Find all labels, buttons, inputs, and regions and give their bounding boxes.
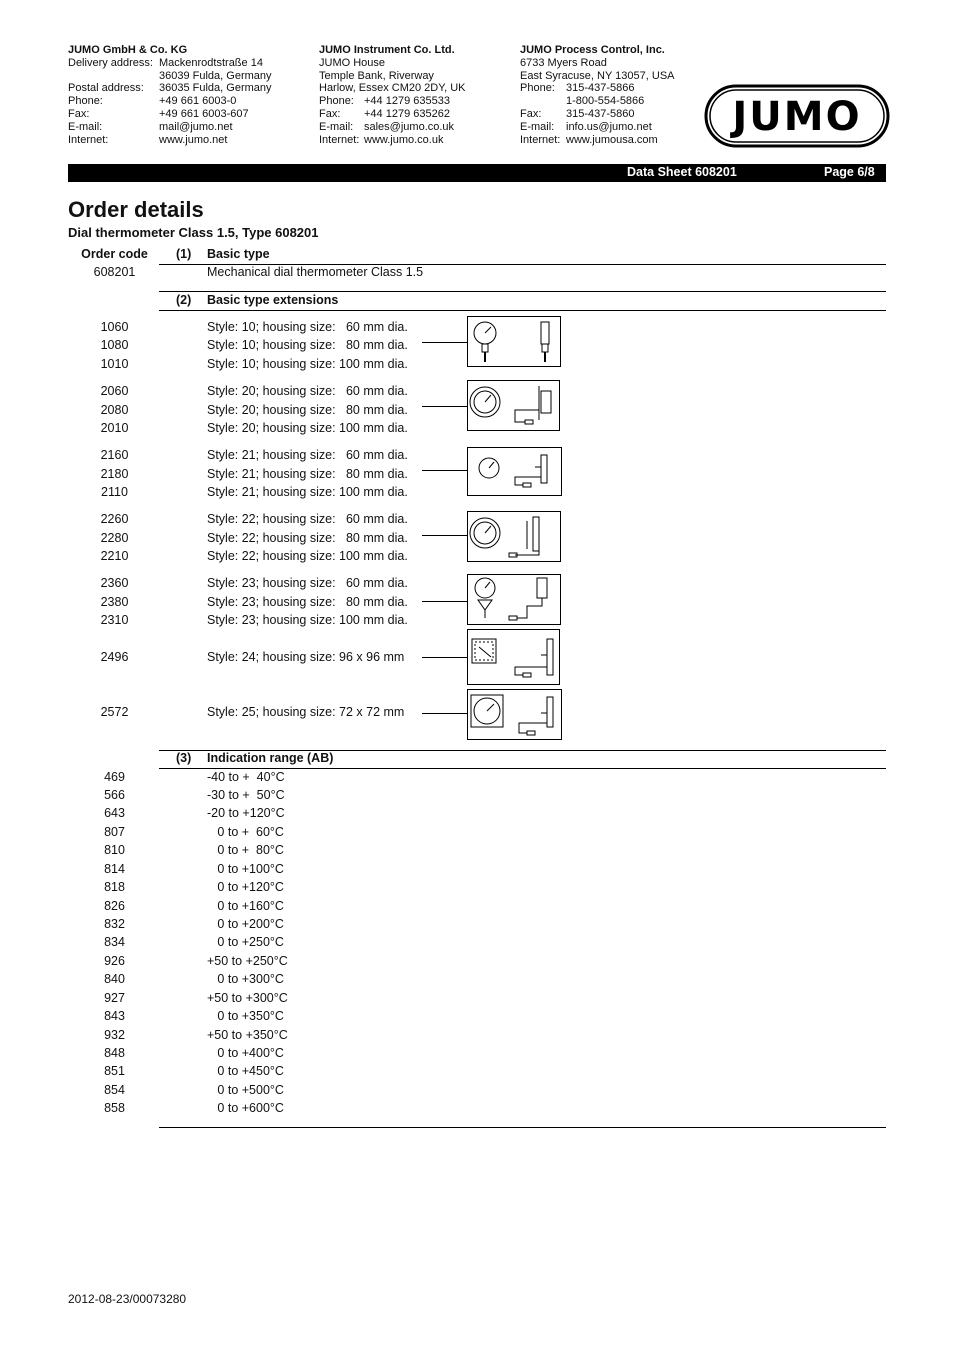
address-label: Phone: [520, 82, 555, 95]
address-value: Mackenrodtstraße 14 [159, 56, 263, 69]
style-24-diagram [467, 629, 560, 685]
address-label: E-mail: [319, 120, 354, 133]
order-code: 566 [104, 788, 125, 802]
range-text: 0 to + 60°C [207, 825, 284, 839]
address-value: 36039 Fulda, Germany [159, 69, 272, 82]
section-heading: Indication range (AB) [207, 751, 334, 765]
option-text: Style: 22; housing size: 100 mm dia. [207, 549, 408, 563]
range-text: 0 to +200°C [207, 917, 284, 931]
option-text: Style: 10; housing size: 60 mm dia. [207, 320, 408, 334]
order-code: 826 [104, 899, 125, 913]
address-line: 6733 Myers Road [520, 56, 607, 69]
order-code: 818 [104, 880, 125, 894]
divider [159, 310, 886, 311]
leader-line [422, 601, 467, 602]
option-text: Style: 21; housing size: 60 mm dia. [207, 448, 408, 462]
option-text: Style: 10; housing size: 80 mm dia. [207, 338, 408, 352]
order-code: 2260 [100, 512, 129, 526]
order-code: 469 [104, 770, 125, 784]
footer-doc-id: 2012-08-23/00073280 [68, 1292, 187, 1306]
address-block-uk [319, 44, 509, 146]
address-label: Delivery address: [68, 56, 153, 69]
option-text: Style: 21; housing size: 100 mm dia. [207, 485, 408, 499]
address-value: +44 1279 635533 [364, 95, 450, 108]
range-text: 0 to +160°C [207, 899, 284, 913]
option-text: Style: 23; housing size: 60 mm dia. [207, 576, 408, 590]
address-value: 36035 Fulda, Germany [159, 82, 272, 95]
option-text: Style: 22; housing size: 60 mm dia. [207, 512, 408, 526]
order-code: 854 [104, 1083, 125, 1097]
company-name: JUMO Process Control, Inc. [520, 44, 665, 56]
section-number: (3) [176, 751, 192, 765]
address-label: Internet: [319, 133, 360, 146]
option-text: Style: 24; housing size: 96 x 96 mm [207, 650, 405, 664]
order-code: 2010 [100, 421, 129, 435]
address-value: sales@jumo.co.uk [364, 120, 455, 133]
order-code: 2060 [100, 384, 129, 398]
option-text: Style: 20; housing size: 80 mm dia. [207, 403, 408, 417]
order-code: 834 [104, 935, 125, 949]
section-heading: Basic type [207, 247, 270, 261]
order-code: 927 [104, 991, 125, 1005]
order-code: 2310 [100, 613, 129, 627]
style-22-diagram [467, 511, 561, 562]
option-text: Style: 10; housing size: 100 mm dia. [207, 357, 408, 371]
option-text: Style: 22; housing size: 80 mm dia. [207, 531, 408, 545]
address-value: www.jumousa.com [566, 133, 658, 146]
range-text: 0 to +100°C [207, 862, 284, 876]
option-text: Style: 20; housing size: 100 mm dia. [207, 421, 408, 435]
order-code: 2080 [100, 403, 129, 417]
option-text: Style: 23; housing size: 100 mm dia. [207, 613, 408, 627]
section-number: (1) [176, 247, 192, 261]
address-label: Internet: [68, 133, 109, 146]
jumo-logo [704, 84, 890, 148]
order-code: 2496 [100, 650, 129, 664]
leader-line [422, 713, 467, 714]
address-label: E-mail: [68, 120, 103, 133]
style-23-diagram [467, 574, 561, 625]
address-label: Fax: [520, 107, 542, 120]
section-heading: Basic type extensions [207, 293, 339, 307]
order-code: 932 [104, 1028, 125, 1042]
style-25-diagram [467, 689, 562, 740]
range-text: -20 to +120°C [207, 806, 285, 820]
option-text: Style: 25; housing size: 72 x 72 mm [207, 705, 405, 719]
address-label: E-mail: [520, 120, 555, 133]
page-subtitle: Dial thermometer Class 1.5, Type 608201 [68, 225, 319, 240]
address-value: info.us@jumo.net [566, 120, 652, 133]
divider [159, 768, 886, 769]
order-code: 2160 [100, 448, 129, 462]
address-value: www.jumo.co.uk [364, 133, 444, 146]
address-line: East Syracuse, NY 13057, USA [520, 69, 675, 82]
order-code: 2360 [100, 576, 129, 590]
section-number: (2) [176, 293, 192, 307]
address-label: Phone: [319, 95, 354, 108]
range-text: -30 to + 50°C [207, 788, 285, 802]
header-bar [68, 164, 886, 182]
range-text: 0 to +250°C [207, 935, 284, 949]
order-code: 2180 [100, 467, 129, 481]
order-code: 832 [104, 917, 125, 931]
address-label: Fax: [68, 107, 90, 120]
range-text: 0 to +350°C [207, 1009, 284, 1023]
leader-line [422, 535, 467, 536]
style-10-diagram [467, 316, 561, 367]
address-label: Phone: [68, 95, 103, 108]
range-text: +50 to +250°C [207, 954, 288, 968]
order-code: 643 [104, 806, 125, 820]
address-value: +44 1279 635262 [364, 107, 450, 120]
page-number: Page 6/8 [824, 165, 875, 179]
order-code: 1080 [100, 338, 129, 352]
order-code: 858 [104, 1101, 125, 1115]
range-text: 0 to +600°C [207, 1101, 284, 1115]
order-code: 843 [104, 1009, 125, 1023]
range-text: 0 to + 80°C [207, 843, 284, 857]
order-code: 810 [104, 843, 125, 857]
address-value: www.jumo.net [159, 133, 228, 146]
order-code: 2210 [100, 549, 129, 563]
address-value: +49 661 6003-0 [159, 95, 237, 108]
leader-line [422, 657, 467, 658]
address-line: Harlow, Essex CM20 2DY, UK [319, 82, 466, 95]
divider [159, 291, 886, 292]
range-text: 0 to +400°C [207, 1046, 284, 1060]
range-text: 0 to +450°C [207, 1064, 284, 1078]
style-21-diagram [467, 447, 562, 496]
address-value: 315-437-5866 [566, 82, 635, 95]
address-block-usa [520, 44, 700, 146]
address-value: 315-437-5860 [566, 107, 635, 120]
range-text: +50 to +350°C [207, 1028, 288, 1042]
order-code: 926 [104, 954, 125, 968]
order-code: 2572 [100, 705, 129, 719]
order-code: 608201 [93, 265, 136, 279]
page-title: Order details [68, 197, 204, 222]
range-text: 0 to +300°C [207, 972, 284, 986]
order-code: 1010 [100, 357, 129, 371]
range-text: 0 to +120°C [207, 880, 284, 894]
address-label: Fax: [319, 107, 341, 120]
range-text: +50 to +300°C [207, 991, 288, 1005]
order-code: 840 [104, 972, 125, 986]
order-code-header: Order code [81, 247, 148, 261]
order-code: 1060 [100, 320, 129, 334]
company-name: JUMO GmbH & Co. KG [68, 44, 188, 56]
order-code: 807 [104, 825, 125, 839]
option-text: Style: 23; housing size: 80 mm dia. [207, 595, 408, 609]
address-block-germany [68, 44, 308, 146]
style-20-diagram [467, 380, 560, 431]
address-value: 1-800-554-5866 [566, 95, 645, 108]
order-code: 2280 [100, 531, 129, 545]
order-code: 814 [104, 862, 125, 876]
address-label: Postal address: [68, 82, 144, 95]
leader-line [422, 406, 467, 407]
address-line: Temple Bank, Riverway [319, 69, 434, 82]
option-text: Style: 20; housing size: 60 mm dia. [207, 384, 408, 398]
range-text: 0 to +500°C [207, 1083, 284, 1097]
datasheet-label: Data Sheet 608201 [627, 165, 737, 179]
address-value: +49 661 6003-607 [159, 107, 249, 120]
order-code: 2110 [101, 485, 128, 499]
order-code: 851 [104, 1064, 125, 1078]
address-line: JUMO House [319, 56, 386, 69]
company-name: JUMO Instrument Co. Ltd. [319, 44, 455, 56]
order-code: 848 [104, 1046, 125, 1060]
logo-text: JUMO [732, 94, 862, 140]
leader-line [422, 342, 467, 343]
order-code: 2380 [100, 595, 129, 609]
option-text: Style: 21; housing size: 80 mm dia. [207, 467, 408, 481]
range-text: -40 to + 40°C [207, 770, 285, 784]
table-end-divider [159, 1127, 886, 1128]
address-label: Internet: [520, 133, 561, 146]
option-text: Mechanical dial thermometer Class 1.5 [207, 265, 424, 279]
leader-line [422, 470, 467, 471]
address-value: mail@jumo.net [159, 120, 233, 133]
